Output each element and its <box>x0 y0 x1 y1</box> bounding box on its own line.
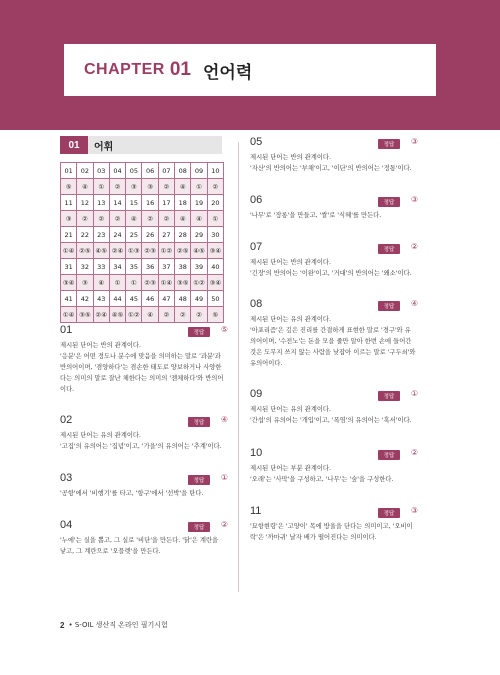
explanation-line: '오래'는 '사막'을 구성하고, '나무'는 '숲'을 구성한다. <box>250 476 394 483</box>
section-title: 어휘 <box>94 141 114 153</box>
question-number: 10 <box>250 447 263 459</box>
explanation-text <box>250 210 418 221</box>
answer-number: ③ <box>410 506 418 515</box>
item-header <box>250 447 418 463</box>
explanation-item <box>250 505 418 543</box>
answer-number-cell: 01 <box>61 163 77 179</box>
answer-value-cell: ④ <box>175 179 191 195</box>
section-number: 01 <box>60 136 88 154</box>
answer-value-cell: ①② <box>126 307 142 323</box>
answer-number-cell: 18 <box>175 195 191 211</box>
answer-number-cell: 17 <box>158 195 174 211</box>
answer-value-cell: ④ <box>126 211 142 227</box>
answer-number-row <box>61 259 224 275</box>
explanation-line: '응분'은 어떤 정도나 분수에 맞음을 의미하는 말로 '과분'과 <box>60 353 221 360</box>
answer-number-cell: 08 <box>175 163 191 179</box>
explanation-item <box>250 447 418 485</box>
answer-value-cell: ① <box>207 211 223 227</box>
explanation-line: '긴장'의 반의어는 '이완'이고, '거대'의 반의어는 '왜소'이다. <box>250 270 412 277</box>
answer-number-cell: 29 <box>191 227 207 243</box>
explanation-item <box>250 388 418 426</box>
answer-number-cell: 28 <box>175 227 191 243</box>
answer-value-cell: ①② <box>191 275 207 291</box>
answer-number-cell: 22 <box>77 227 93 243</box>
explanation-text <box>250 257 418 279</box>
explanation-line: 제시된 단어는 반의 관계이다. <box>250 154 331 161</box>
answer-number-cell: 36 <box>142 259 158 275</box>
answer-badge: 정답 <box>378 244 400 254</box>
explanation-text <box>60 430 228 452</box>
answer-value-cell: ④⑤ <box>109 307 125 323</box>
answer-value-cell: ② <box>158 179 174 195</box>
answer-value-cell: ③ <box>126 179 142 195</box>
answer-number-cell: 06 <box>142 163 158 179</box>
answer-value-cell: ①④ <box>61 243 77 259</box>
answer-number-cell: 02 <box>77 163 93 179</box>
answer-number-cell: 26 <box>142 227 158 243</box>
answer-number: ② <box>220 520 228 529</box>
answer-number-cell: 34 <box>109 259 125 275</box>
answer-value-cell: ② <box>142 211 158 227</box>
item-header <box>60 472 228 488</box>
explanation-text <box>250 463 418 485</box>
answer-number-cell: 33 <box>93 259 109 275</box>
answer-badge: 정답 <box>378 139 400 149</box>
explanation-item <box>60 414 228 452</box>
answer-value-cell: ④ <box>77 179 93 195</box>
item-header <box>250 388 418 404</box>
question-number: 06 <box>250 194 263 206</box>
answer-value-cell: ②④ <box>93 307 109 323</box>
answer-value-cell: ②④ <box>109 243 125 259</box>
answer-number-cell: 42 <box>77 291 93 307</box>
answer-value-cell: ③⑤ <box>77 307 93 323</box>
item-header <box>250 298 418 314</box>
answer-badge: 정답 <box>378 301 400 311</box>
explanation-line: 제시된 단어는 유의 관계이다. <box>250 406 331 413</box>
answer-value-cell: ③⑤ <box>175 275 191 291</box>
explanation-text <box>250 404 418 426</box>
answer-number-cell: 30 <box>207 227 223 243</box>
item-header <box>60 324 228 340</box>
answer-value-cell: ②③ <box>142 243 158 259</box>
explanation-line: 제시된 단어는 부분 관계이다. <box>250 465 331 472</box>
answer-value-row <box>61 211 224 227</box>
answer-value-cell: ②⑤ <box>175 243 191 259</box>
answer-value-cell: ①④ <box>158 275 174 291</box>
item-header <box>250 136 418 152</box>
answer-number-row <box>61 291 224 307</box>
answer-number: ⑤ <box>220 325 228 334</box>
answer-number-cell: 15 <box>126 195 142 211</box>
answer-value-cell: ①④ <box>61 307 77 323</box>
answer-number-cell: 05 <box>126 163 142 179</box>
answer-value-cell: ② <box>175 307 191 323</box>
answer-number-cell: 50 <box>207 291 223 307</box>
explanation-line: 낳고, 그 계란으로 '오믈렛'을 만든다. <box>60 548 161 555</box>
answer-value-cell: ① <box>191 179 207 195</box>
answer-number-cell: 45 <box>126 291 142 307</box>
page-footer <box>60 620 168 630</box>
answer-number-row <box>61 227 224 243</box>
answer-value-cell: ④ <box>93 275 109 291</box>
chapter-title: 언어력 <box>202 62 253 83</box>
answer-value-cell: ② <box>109 211 125 227</box>
answer-number-cell: 10 <box>207 163 223 179</box>
answer-number-cell: 13 <box>93 195 109 211</box>
explanation-line: '아포리즘'은 깊은 진리를 간결하게 표현한 말로 '경구'와 유 <box>250 327 411 334</box>
answer-number-cell: 40 <box>207 259 223 275</box>
answer-number: ④ <box>410 299 418 308</box>
explanation-item <box>250 298 418 369</box>
explanation-line: '묘항현령'은 '고양이' 목에 방울을 단다는 의미이고, '오비이 <box>250 523 413 530</box>
answer-value-cell: ②⑤ <box>77 243 93 259</box>
question-number: 11 <box>250 505 262 517</box>
explanation-item <box>60 519 228 557</box>
answer-value-cell: ② <box>109 179 125 195</box>
answer-number-cell: 11 <box>61 195 77 211</box>
explanation-item <box>60 472 228 499</box>
explanation-text <box>250 152 418 174</box>
chapter-word: CHAPTER <box>84 61 165 78</box>
footer-separator: • <box>68 621 75 629</box>
answer-number-row <box>61 195 224 211</box>
answer-value-cell: ④ <box>142 307 158 323</box>
answer-value-cell: ② <box>158 307 174 323</box>
answer-badge: 정답 <box>378 508 400 518</box>
explanation-line: 의어이며, '수전노'는 돈을 모을 줄만 알아 한번 손에 들어간 <box>250 338 412 345</box>
explanation-item <box>250 194 418 221</box>
answer-value-row <box>61 307 224 323</box>
answer-value-row <box>61 275 224 291</box>
explanation-item <box>250 136 418 174</box>
chapter-header <box>64 44 436 96</box>
section-header <box>60 136 222 154</box>
item-header <box>250 194 418 210</box>
answer-value-row <box>61 243 224 259</box>
answer-value-row <box>61 179 224 195</box>
answer-number: ③ <box>410 195 418 204</box>
answer-badge: 정답 <box>188 522 210 532</box>
explanation-line: 제시된 단어는 유의 관계이다. <box>60 432 141 439</box>
answer-value-cell: ② <box>93 211 109 227</box>
answer-value-cell: ③ <box>61 211 77 227</box>
answer-value-cell: ⑤ <box>61 179 77 195</box>
answer-value-cell: ①② <box>158 243 174 259</box>
answer-number-cell: 32 <box>77 259 93 275</box>
answer-number-row <box>61 163 224 179</box>
explanation-line: 반의어이며, '겸양하다'는 겸손한 태도로 양보하거나 사양한 <box>60 364 222 371</box>
explanation-line: '누에'는 실을 뽑고, 그 실로 '비단'을 만든다. '닭'은 계란을 <box>60 537 219 544</box>
answer-number-cell: 19 <box>191 195 207 211</box>
explanation-item <box>250 241 418 279</box>
answer-value-cell: ⑤ <box>207 307 223 323</box>
answer-badge: 정답 <box>188 475 210 485</box>
answer-number-cell: 20 <box>207 195 223 211</box>
answer-number-cell: 47 <box>158 291 174 307</box>
answer-number-cell: 43 <box>93 291 109 307</box>
answer-value-cell: ① <box>126 275 142 291</box>
explanation-line: 락'은 '까마귀' 날자 배가 떨어진다는 의미이다. <box>250 534 377 541</box>
question-number: 05 <box>250 136 263 148</box>
answer-number-cell: 24 <box>109 227 125 243</box>
answer-number-cell: 37 <box>158 259 174 275</box>
explanation-item <box>60 324 228 395</box>
explanation-line: '자산'의 반의어는 '부채'이고, '이단'의 반의어는 '정통'이다. <box>250 165 412 172</box>
column-divider <box>238 142 239 592</box>
answer-number-cell: 31 <box>61 259 77 275</box>
answer-value-cell: ③ <box>142 179 158 195</box>
explanation-line: 것은 도무지 쓰지 않는 사람을 낮잡아 이르는 말로 '구두쇠'와 <box>250 349 416 356</box>
question-number: 01 <box>60 324 73 336</box>
item-header <box>60 519 228 535</box>
footer-title: S-OIL 생산직 온라인 필기시험 <box>74 621 168 629</box>
answer-table <box>60 162 224 323</box>
question-number: 07 <box>250 241 263 253</box>
answer-value-cell: ①③ <box>126 243 142 259</box>
answer-number-cell: 46 <box>142 291 158 307</box>
question-number: 04 <box>60 519 73 531</box>
page-number: 2 <box>60 620 65 630</box>
answer-number-cell: 23 <box>93 227 109 243</box>
answer-number-cell: 25 <box>126 227 142 243</box>
explanation-line: '나무'로 '장롱'을 만들고, '쌀'로 '식혜'를 만든다. <box>250 212 382 219</box>
question-number: 02 <box>60 414 73 426</box>
answer-number: ① <box>410 389 418 398</box>
explanation-text <box>60 340 228 395</box>
answer-number-cell: 12 <box>77 195 93 211</box>
explanation-line: '공항'에서 '비행기'를 타고, '항구'에서 '선박'을 탄다. <box>60 490 204 497</box>
explanation-line: 다는 의미의 말로 잘난 체한다는 의미의 '젠체하다'와 반의어 <box>60 375 224 382</box>
answer-badge: 정답 <box>378 197 400 207</box>
answer-number-cell: 27 <box>158 227 174 243</box>
answer-number-cell: 41 <box>61 291 77 307</box>
explanation-text <box>250 314 418 369</box>
answer-value-cell: ④ <box>175 211 191 227</box>
answer-value-cell: ④ <box>191 211 207 227</box>
answer-number-cell: 09 <box>191 163 207 179</box>
explanation-text <box>60 488 228 499</box>
answer-value-cell: ① <box>93 179 109 195</box>
answer-number-cell: 03 <box>93 163 109 179</box>
item-header <box>250 241 418 257</box>
answer-number: ② <box>410 242 418 251</box>
answer-number-cell: 49 <box>191 291 207 307</box>
answer-badge: 정답 <box>378 450 400 460</box>
answer-number: ② <box>410 448 418 457</box>
answer-number-cell: 39 <box>191 259 207 275</box>
item-header <box>250 505 418 521</box>
answer-value-cell: ③④ <box>61 275 77 291</box>
answer-number-cell: 07 <box>158 163 174 179</box>
question-number: 09 <box>250 388 263 400</box>
item-header <box>60 414 228 430</box>
question-number: 08 <box>250 298 263 310</box>
answer-value-cell: ② <box>191 307 207 323</box>
answer-number: ④ <box>220 415 228 424</box>
question-number: 03 <box>60 472 73 484</box>
explanation-line: 제시된 단어는 반의 관계이다. <box>250 259 331 266</box>
explanation-line: '간섭'의 유의어는 '개입'이고, '폭염'의 유의어는 '혹서'이다. <box>250 417 412 424</box>
answer-number: ① <box>220 473 228 482</box>
explanation-line: 제시된 단어는 반의 관계이다. <box>60 342 141 349</box>
answer-number-cell: 35 <box>126 259 142 275</box>
answer-number-cell: 14 <box>109 195 125 211</box>
explanation-line: 유의어이다. <box>250 360 283 367</box>
answer-value-cell: ① <box>109 275 125 291</box>
answer-number-cell: 48 <box>175 291 191 307</box>
chapter-number: 01 <box>169 59 191 80</box>
answer-value-cell: ④⑤ <box>191 243 207 259</box>
explanation-line: '고집'의 유의어는 '집념'이고, '가을'의 유의어는 '추계'이다. <box>60 443 222 450</box>
answer-number: ③ <box>410 137 418 146</box>
explanation-line: 제시된 단어는 유의 관계이다. <box>250 316 331 323</box>
answer-value-cell: ② <box>207 179 223 195</box>
answer-value-cell: ③ <box>77 275 93 291</box>
answer-value-cell: ② <box>158 211 174 227</box>
answer-value-cell: ② <box>77 211 93 227</box>
explanation-line: 이다. <box>60 386 75 393</box>
answer-number-cell: 21 <box>61 227 77 243</box>
answer-value-cell: ④⑤ <box>93 243 109 259</box>
answer-number-cell: 16 <box>142 195 158 211</box>
explanation-text <box>250 521 418 543</box>
answer-badge: 정답 <box>188 327 210 337</box>
answer-badge: 정답 <box>378 391 400 401</box>
answer-value-cell: ②③ <box>142 275 158 291</box>
answer-number-cell: 04 <box>109 163 125 179</box>
answer-number-cell: 44 <box>109 291 125 307</box>
explanation-text <box>60 535 228 557</box>
answer-value-cell: ③④ <box>207 243 223 259</box>
answer-badge: 정답 <box>188 417 210 427</box>
answer-value-cell: ③④ <box>207 275 223 291</box>
answer-number-cell: 38 <box>175 259 191 275</box>
